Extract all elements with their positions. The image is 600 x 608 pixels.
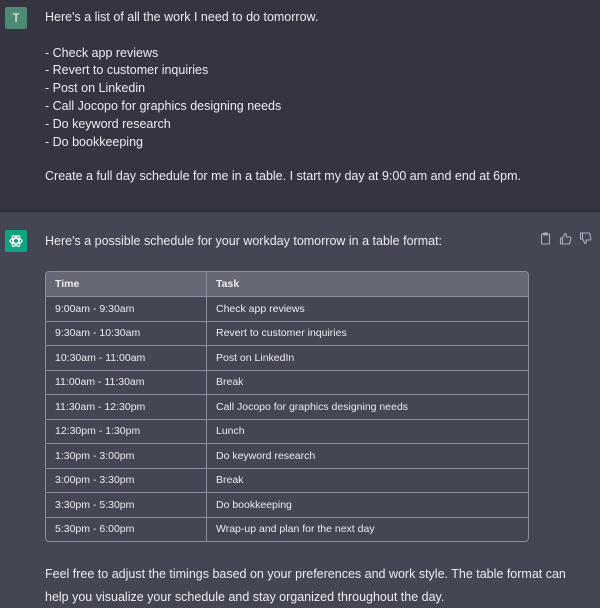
task-cell: Do bookkeeping bbox=[207, 493, 529, 518]
openai-logo-icon bbox=[8, 233, 24, 249]
assistant-intro: Here's a possible schedule for your workday tomorrow in a table format: bbox=[45, 234, 443, 248]
thumbs-up-icon[interactable] bbox=[559, 232, 572, 245]
task-cell: Revert to customer inquiries bbox=[207, 321, 529, 346]
task-item: - Post on Linkedin bbox=[45, 81, 146, 96]
task-item: - Call Jocopo for graphics designing needs bbox=[45, 98, 282, 113]
table-row bbox=[46, 493, 528, 518]
task-cell: Break bbox=[207, 370, 529, 395]
user-avatar: T bbox=[5, 7, 27, 29]
table-row bbox=[46, 346, 528, 371]
task-cell: Break bbox=[207, 468, 529, 493]
time-cell: 11:00am - 11:30am bbox=[46, 370, 207, 395]
assistant-avatar bbox=[5, 230, 27, 252]
task-item: - Check app reviews bbox=[45, 45, 159, 60]
table-row bbox=[46, 419, 528, 444]
task-item: - Revert to customer inquiries bbox=[45, 63, 209, 78]
task-cell: Do keyword research bbox=[207, 444, 529, 469]
table-row bbox=[46, 517, 528, 541]
table-row bbox=[46, 321, 528, 346]
clipboard-icon[interactable] bbox=[539, 232, 552, 245]
time-cell: 5:30pm - 6:00pm bbox=[46, 517, 207, 541]
table-row bbox=[46, 468, 528, 493]
thumbs-down-icon[interactable] bbox=[579, 232, 592, 245]
time-cell: 9:30am - 10:30am bbox=[46, 321, 207, 346]
column-header-task: Task bbox=[207, 272, 529, 297]
table-row bbox=[46, 370, 528, 395]
time-cell: 1:30pm - 3:00pm bbox=[46, 444, 207, 469]
time-cell: 10:30am - 11:00am bbox=[46, 346, 207, 371]
user-request: Create a full day schedule for me in a table. I start my day at 9:00 am and end at 6pm. bbox=[45, 169, 521, 184]
task-item: - Do keyword research bbox=[45, 116, 171, 131]
schedule-table bbox=[45, 271, 529, 542]
time-cell: 12:30pm - 1:30pm bbox=[46, 419, 207, 444]
user-message bbox=[0, 0, 600, 211]
table-row bbox=[46, 297, 528, 322]
task-cell: Call Jocopo for graphics designing needs bbox=[207, 395, 529, 420]
table-row bbox=[46, 444, 528, 469]
user-message-text bbox=[45, 9, 585, 186]
task-cell: Check app reviews bbox=[207, 297, 529, 322]
time-cell: 3:30pm - 5:30pm bbox=[46, 493, 207, 518]
task-cell: Post on LinkedIn bbox=[207, 346, 529, 371]
task-cell: Wrap-up and plan for the next day bbox=[216, 523, 375, 536]
assistant-message bbox=[0, 212, 600, 607]
message-actions bbox=[539, 232, 592, 245]
time-cell: 3:00pm - 3:30pm bbox=[46, 468, 207, 493]
table-row bbox=[46, 395, 528, 420]
time-cell: 9:00am - 9:30am bbox=[46, 297, 207, 322]
table-header-row bbox=[46, 272, 528, 297]
column-header-time: Time bbox=[46, 272, 207, 297]
task-item: - Do bookkeeping bbox=[45, 134, 143, 149]
time-cell: 11:30am - 12:30pm bbox=[46, 395, 207, 420]
assistant-closing: Feel free to adjust the timings based on your preferences and work style. The table format can help you visualize your schedule and stay organized throughout the day. bbox=[45, 567, 566, 604]
task-cell: Lunch bbox=[207, 419, 529, 444]
user-intro: Here's a list of all the work I need to do tomorrow. bbox=[45, 10, 319, 24]
